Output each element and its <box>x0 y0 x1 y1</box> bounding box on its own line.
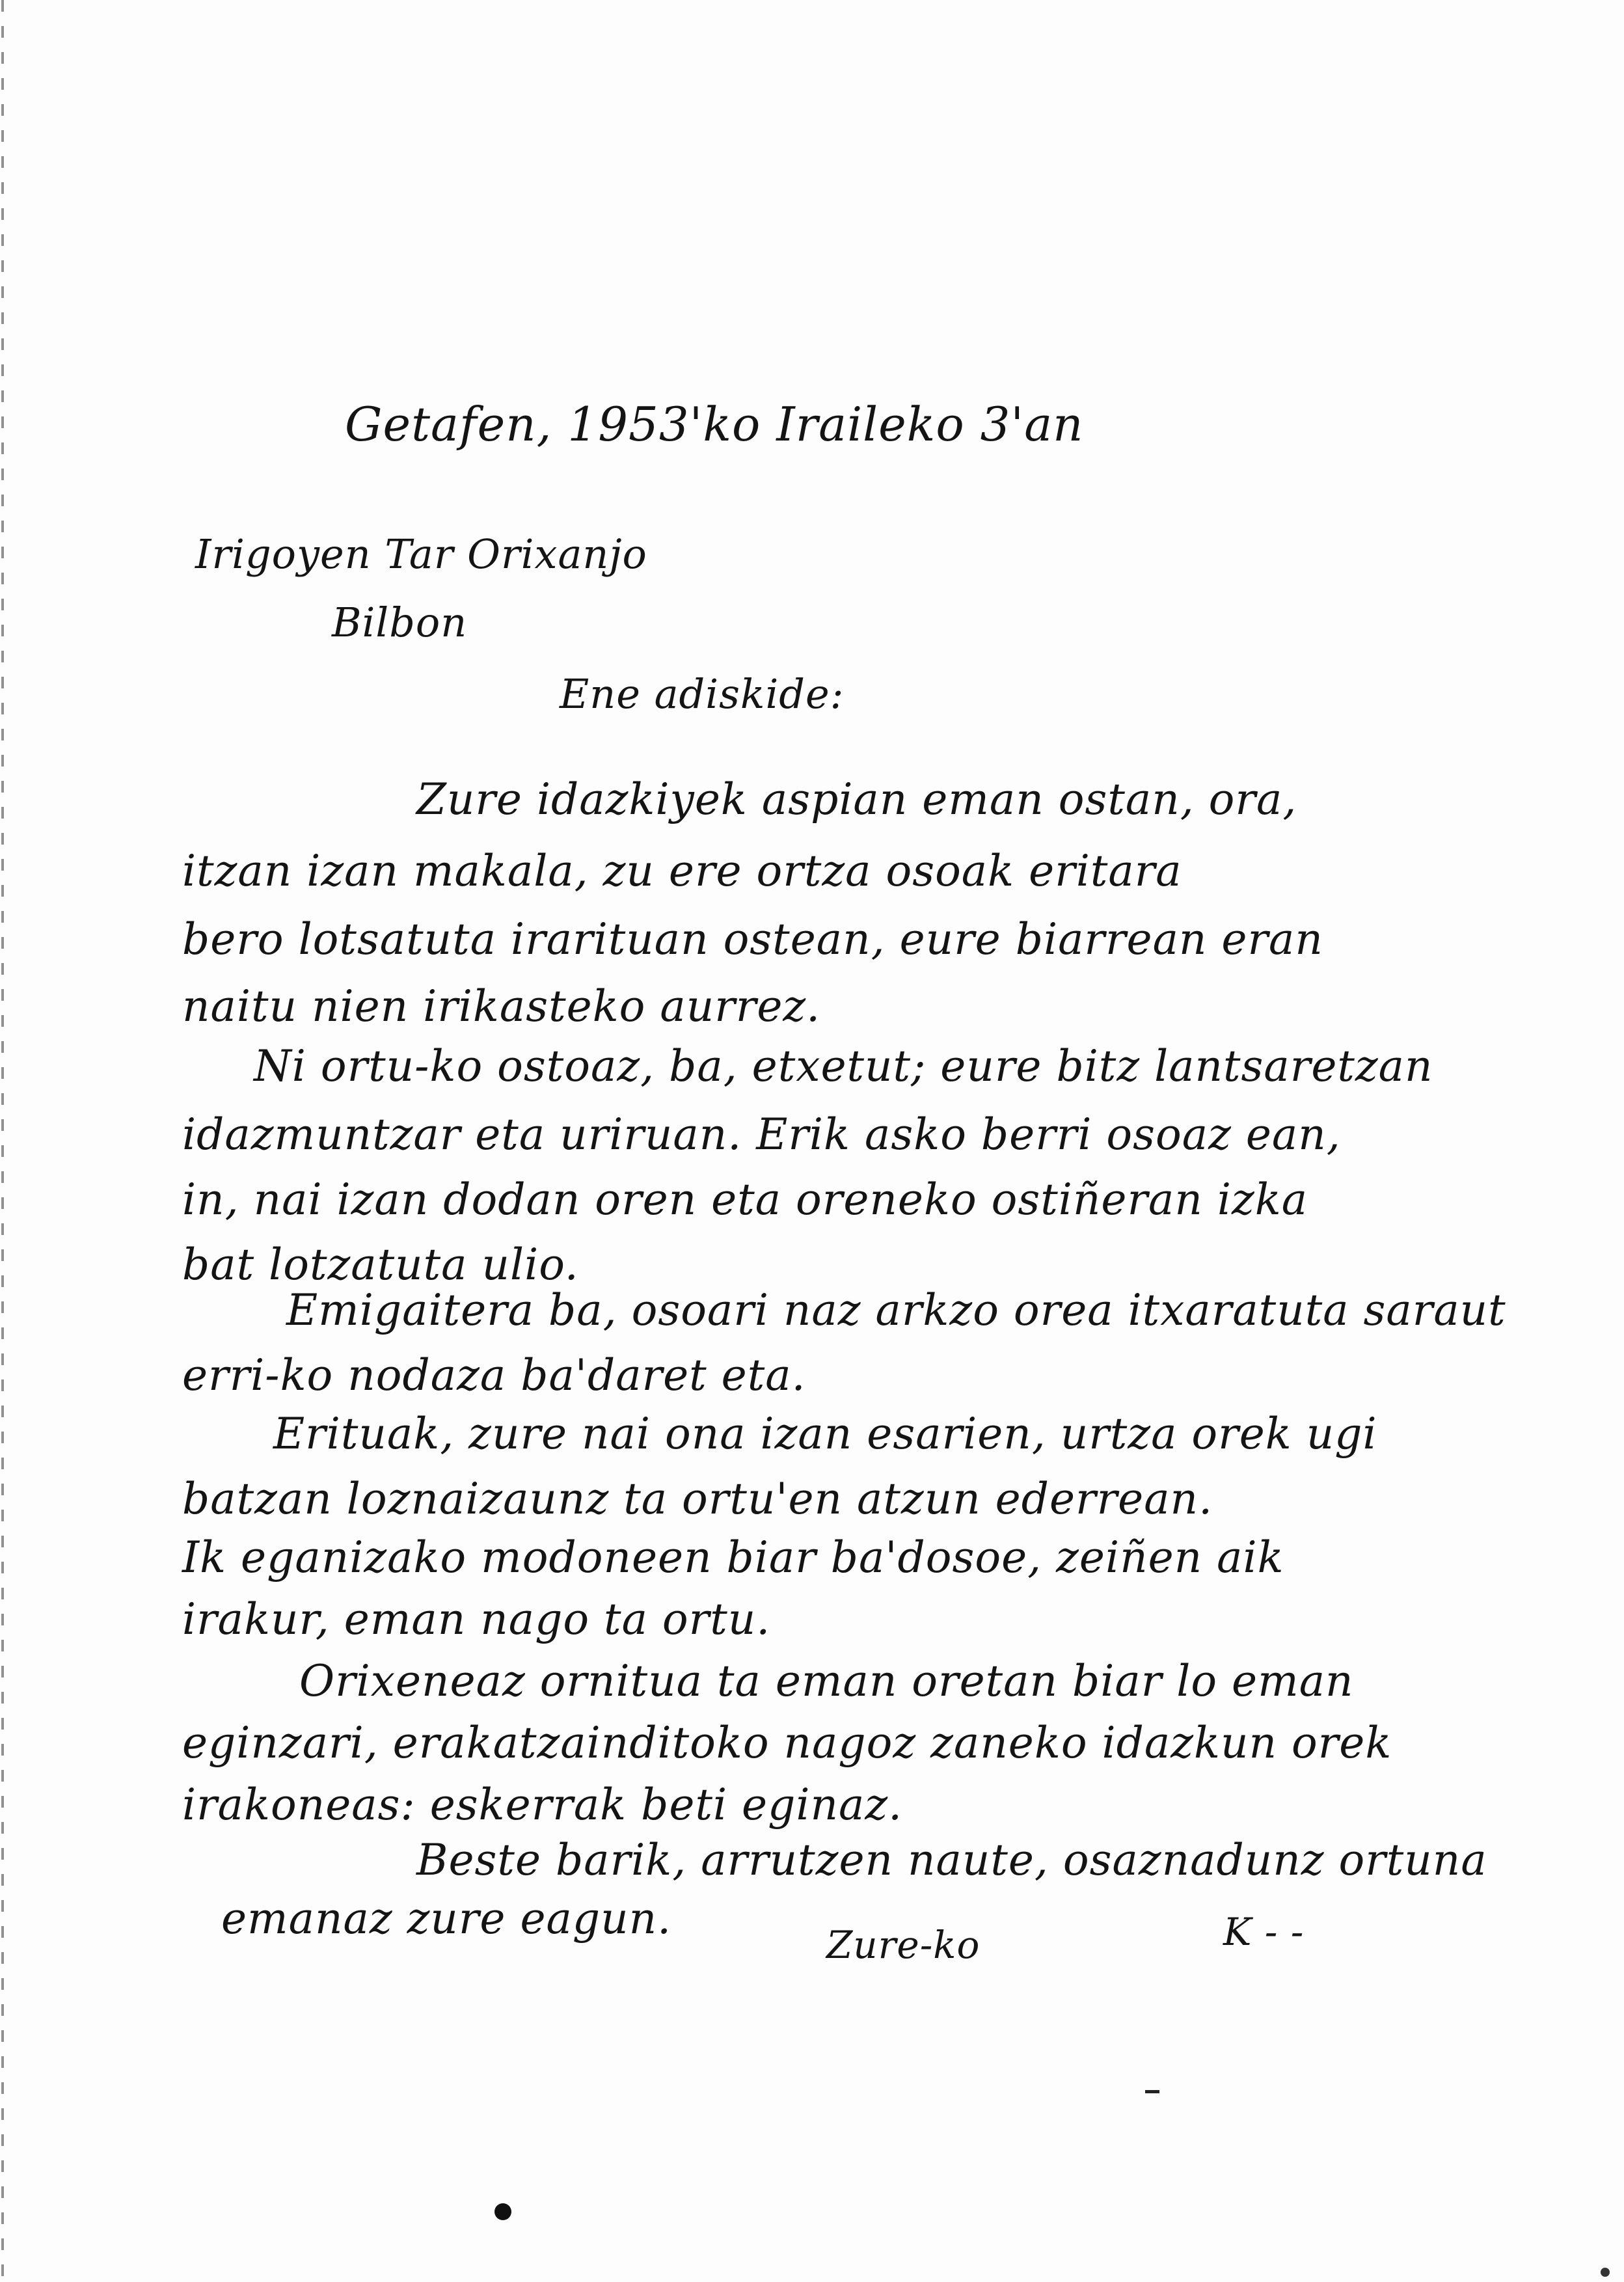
body-line: naitu nien irikasteko aurrez. <box>182 981 821 1031</box>
body-line: itzan izan makala, zu ere ortza osoak eritara <box>182 846 1182 896</box>
body-line: emanaz zure eagun. <box>221 1894 672 1944</box>
salutation: Ene adiskide: <box>560 670 845 718</box>
body-line: Ik eganizako modoneen biar ba'dosoe, zeiñen aik <box>182 1532 1284 1582</box>
dateline: Getafen, 1953'ko Iraileko 3'an <box>345 397 1084 452</box>
body-line: Erituak, zure nai ona izan esarien, urtza orek ugi <box>273 1409 1377 1459</box>
body-line: irakur, eman nago ta ortu. <box>182 1594 771 1644</box>
body-line: batzan loznaizaunz ta ortu'en atzun ederrean. <box>182 1474 1213 1524</box>
body-line: Beste barik, arrutzen naute, osaznadunz ortuna <box>416 1835 1487 1885</box>
corner-ink-mark <box>1601 2268 1610 2277</box>
body-line: erri-ko nodaza ba'daret eta. <box>182 1350 806 1400</box>
signature-mark: K - - <box>1223 1910 1305 1954</box>
body-line: Ni ortu-ko ostoaz, ba, etxetut; eure bitz lantsaretzan <box>254 1041 1433 1091</box>
body-line: eginzari, erakatzainditoko nagoz zaneko idazkun orek <box>182 1718 1392 1768</box>
body-line: Orixeneaz ornitua ta eman oretan biar lo eman <box>299 1656 1354 1706</box>
scan-edge-artifact <box>1 0 4 2282</box>
body-line: in, nai izan dodan oren eta oreneko ostiñeran izka <box>182 1175 1308 1225</box>
body-line: Emigaitera ba, osoari naz arkzo orea itxaratuta saraut <box>286 1285 1506 1335</box>
body-line: irakoneas: eskerrak beti eginaz. <box>182 1780 903 1830</box>
body-line: Zure idazkiyek aspian eman ostan, ora, <box>416 774 1297 824</box>
signature: Zure-ko <box>826 1923 981 1967</box>
body-line: bat lotzatuta ulio. <box>182 1240 579 1290</box>
recipient-city: Bilbon <box>332 599 468 646</box>
ink-dot <box>494 2203 511 2220</box>
stray-ink-dash <box>1145 2090 1159 2093</box>
body-line: idazmuntzar eta uriruan. Erik asko berri osoaz ean, <box>182 1109 1341 1160</box>
recipient-name: Irigoyen Tar Orixanjo <box>195 530 647 578</box>
body-line: bero lotsatuta irarituan ostean, eure biarrean eran <box>182 914 1323 964</box>
